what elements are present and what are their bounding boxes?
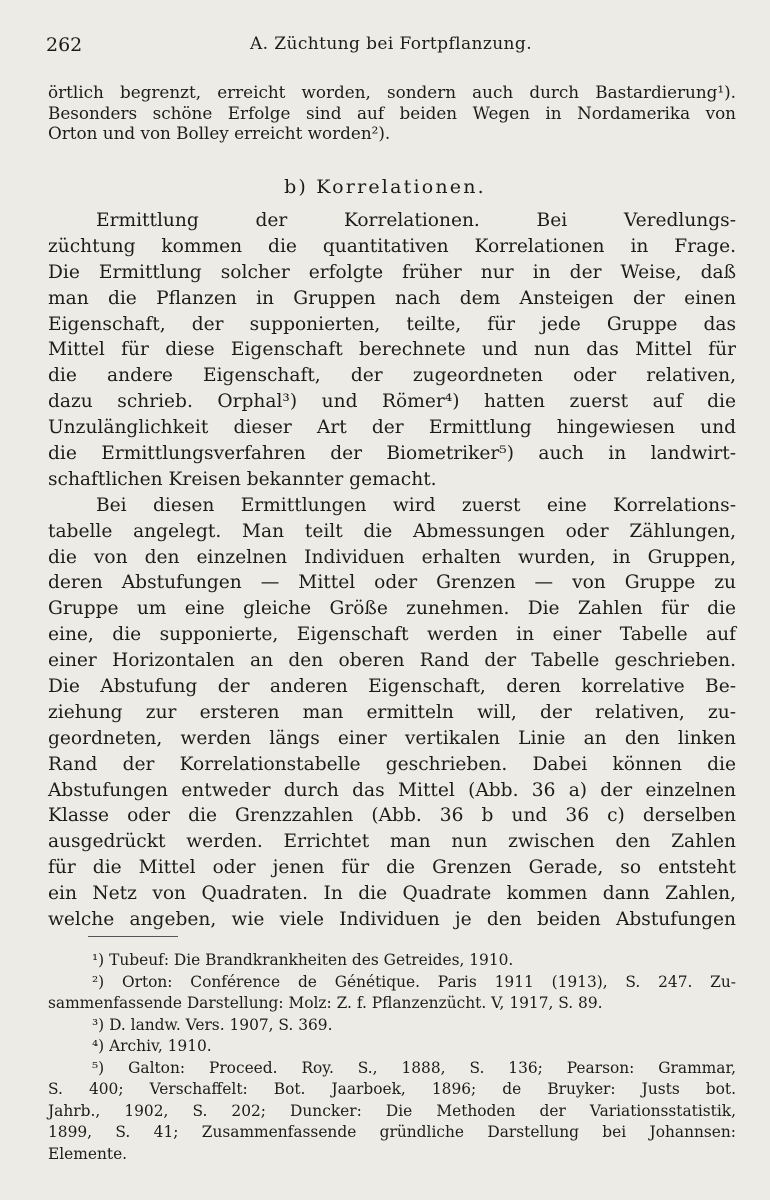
footnote-continuation: Jahrb., 1902, S. 202; Duncker: Die Methoden der Variationsstatistik, bbox=[48, 1101, 736, 1120]
paragraph-2 bbox=[48, 493, 736, 933]
text-line: dazu schrieb. Orphal³) und Römer⁴) hatten zuerst auf die bbox=[48, 391, 736, 413]
text-line: für die Mittel oder jenen für die Grenzen Gerade, so entsteht bbox=[48, 857, 736, 879]
continued-paragraph bbox=[48, 82, 736, 144]
text-line: Orton und von Bolley erreicht worden²). bbox=[48, 123, 391, 143]
footnote: ²) Orton: Conférence de Génétique. Paris 1911 (1913), S. 247. Zu- bbox=[92, 972, 736, 991]
text-line: Bei diesen Ermittlungen wird zuerst eine Korrelations- bbox=[96, 494, 736, 516]
text-line: ausgedrückt werden. Errichtet man nun zwischen den Zahlen bbox=[48, 831, 736, 853]
text-line: Die Abstufung der anderen Eigenschaft, deren korrelative Be- bbox=[48, 676, 736, 698]
text-line: ein Netz von Quadraten. In die Quadrate kommen dann Zahlen, bbox=[48, 883, 736, 905]
page-number: 262 bbox=[46, 34, 83, 56]
footnote-continuation: Elemente. bbox=[48, 1144, 128, 1163]
footnote: ⁴) Archiv, 1910. bbox=[92, 1037, 212, 1055]
text-line: welche angeben, wie viele Individuen je den beiden Abstufungen bbox=[48, 909, 736, 931]
text-line: ziehung zur ersteren man ermitteln will, der relativen, zu- bbox=[48, 701, 736, 723]
text-line: Klasse oder die Grenzzahlen (Abb. 36 b und 36 c) derselben bbox=[48, 805, 736, 827]
section-heading: b) Korrelationen. bbox=[284, 176, 486, 198]
footnotes bbox=[48, 950, 736, 1165]
running-title: A. Züchtung bei Fortpflanzung. bbox=[249, 34, 532, 54]
text-line: Besonders schöne Erfolge sind auf beiden Wegen in Nordamerika von bbox=[48, 102, 736, 123]
text-line: deren Abstufungen — Mittel oder Grenzen — von Gruppe zu bbox=[48, 572, 736, 594]
footnote-rule bbox=[88, 936, 178, 937]
text-line: Die Ermittlung solcher erfolgte früher nur in der Weise, daß bbox=[48, 261, 736, 283]
footnote-continuation: S. 400; Verschaffelt: Bot. Jaarboek, 1896; de Bruyker: Justs bot. bbox=[48, 1080, 736, 1098]
main-text bbox=[48, 208, 736, 933]
text-line: geordneten, werden längs einer vertikalen Linie an den linken bbox=[48, 727, 736, 749]
text-line: man die Pflanzen in Gruppen nach dem Ansteigen der einen bbox=[48, 287, 736, 309]
footnote: ¹) Tubeuf: Die Brandkrankheiten des Getreides, 1910. bbox=[92, 951, 514, 969]
text-line: Abstufungen entweder durch das Mittel (Abb. 36 a) der einzelnen bbox=[48, 779, 736, 801]
text-line: züchtung kommen die quantitativen Korrelationen in Frage. bbox=[48, 235, 736, 257]
footnote-continuation: 1899, S. 41; Zusammenfassende gründliche Darstellung bei Johannsen: bbox=[48, 1123, 736, 1141]
text-line: Rand der Korrelationstabelle geschrieben. Dabei können die bbox=[48, 753, 736, 775]
page-header bbox=[46, 34, 736, 58]
text-line: einer Horizontalen an den oberen Rand der Tabelle geschrieben. bbox=[48, 650, 736, 672]
text-line: Eigenschaft, der supponierten, teilte, für jede Gruppe das bbox=[48, 313, 736, 335]
text-line: Mittel für diese Eigenschaft berechnete und nun das Mittel für bbox=[48, 339, 736, 361]
footnote: ⁵) Galton: Proceed. Roy. S., 1888, S. 136; Pearson: Grammar, bbox=[92, 1058, 736, 1077]
paragraph-1 bbox=[48, 208, 736, 493]
text-line: eine, die supponierte, Eigenschaft werden in einer Tabelle auf bbox=[48, 624, 736, 646]
text-line: die von den einzelnen Individuen erhalten wurden, in Gruppen, bbox=[48, 546, 736, 568]
text-line: Unzulänglichkeit dieser Art der Ermittlung hingewiesen und bbox=[48, 417, 736, 439]
text-line: tabelle angelegt. Man teilt die Abmessungen oder Zählungen, bbox=[48, 520, 736, 542]
text-line: örtlich begrenzt, erreicht worden, sondern auch durch Bastardierung¹). bbox=[48, 82, 736, 102]
text-line: die andere Eigenschaft, der zugeordneten oder relativen, bbox=[48, 365, 736, 387]
text-line: Ermittlung der Korrelationen. Bei Veredlungs- bbox=[96, 210, 736, 231]
footnote-continuation: sammenfassende Darstellung: Molz: Z. f. Pflanzenzücht. V, 1917, S. 89. bbox=[48, 994, 603, 1012]
text-line: schaftlichen Kreisen bekannter gemacht. bbox=[48, 468, 437, 490]
text-line: die Ermittlungsverfahren der Biometriker⁵) auch in landwirt- bbox=[48, 443, 736, 465]
footnote: ³) D. landw. Vers. 1907, S. 369. bbox=[92, 1015, 333, 1034]
text-line: Gruppe um eine gleiche Größe zunehmen. Die Zahlen für die bbox=[48, 598, 736, 620]
